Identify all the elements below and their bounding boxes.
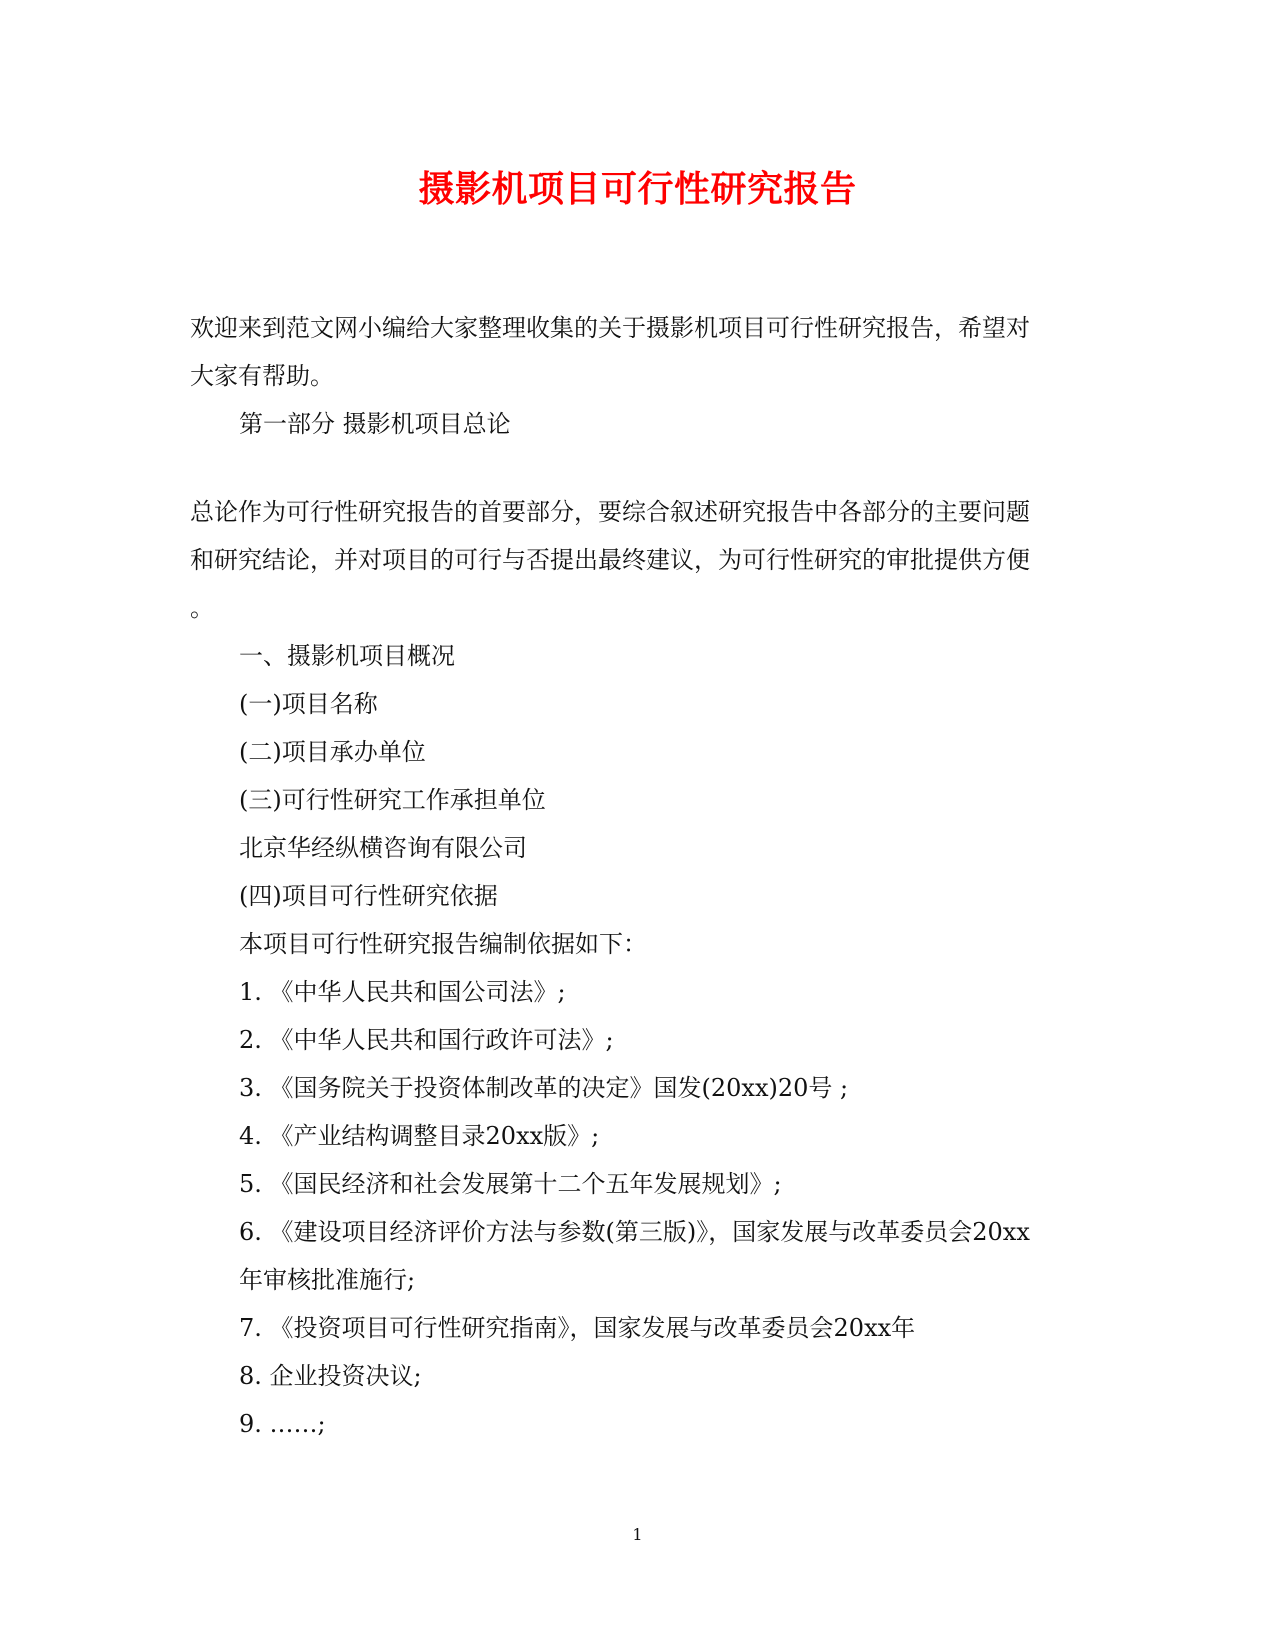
item-research-basis: (四)项目可行性研究依据 (239, 882, 498, 910)
company-name: 北京华经纵横咨询有限公司 (239, 834, 527, 862)
list-item: 3. 《国务院关于投资体制改革的决定》国发(20xx)20号 ; (239, 1074, 849, 1102)
list-item: 2. 《中华人民共和国行政许可法》; (239, 1026, 614, 1054)
item-research-unit: (三)可行性研究工作承担单位 (239, 786, 546, 814)
summary-line-3: 。 (190, 594, 214, 622)
part-heading: 第一部分 摄影机项目总论 (239, 410, 511, 438)
document-title: 摄影机项目可行性研究报告 (418, 168, 857, 210)
list-item: 4. 《产业结构调整目录20xx版》; (239, 1122, 600, 1150)
list-item: 5. 《国民经济和社会发展第十二个五年发展规划》; (239, 1170, 782, 1198)
list-item: 1. 《中华人民共和国公司法》; (239, 978, 566, 1006)
basis-intro: 本项目可行性研究报告编制依据如下： (239, 930, 647, 958)
summary-paragraph (190, 488, 1070, 1448)
item-project-name: (一)项目名称 (239, 690, 378, 718)
list-item: 9. ……; (239, 1410, 326, 1438)
item-project-owner: (二)项目承办单位 (239, 738, 426, 766)
summary-line-1: 总论作为可行性研究报告的首要部分，要综合叙述研究报告中各部分的主要问题 (190, 498, 1030, 526)
section-heading: 一、摄影机项目概况 (239, 642, 455, 670)
intro-paragraph (190, 304, 1070, 448)
intro-line-2: 大家有帮助。 (190, 362, 334, 390)
intro-line-1: 欢迎来到范文网小编给大家整理收集的关于摄影机项目可行性研究报告，希望对 (190, 314, 1030, 342)
list-item: 年审核批准施行; (239, 1266, 416, 1294)
list-item: 7. 《投资项目可行性研究指南》，国家发展与改革委员会20xx年 (239, 1314, 916, 1342)
list-item: 8. 企业投资决议; (239, 1362, 422, 1390)
summary-line-2: 和研究结论，并对项目的可行与否提出最终建议，为可行性研究的审批提供方便 (190, 546, 1030, 574)
list-item: 6. 《建设项目经济评价方法与参数(第三版)》，国家发展与改革委员会20xx (239, 1218, 1030, 1246)
page-number: 1 (632, 1525, 643, 1544)
